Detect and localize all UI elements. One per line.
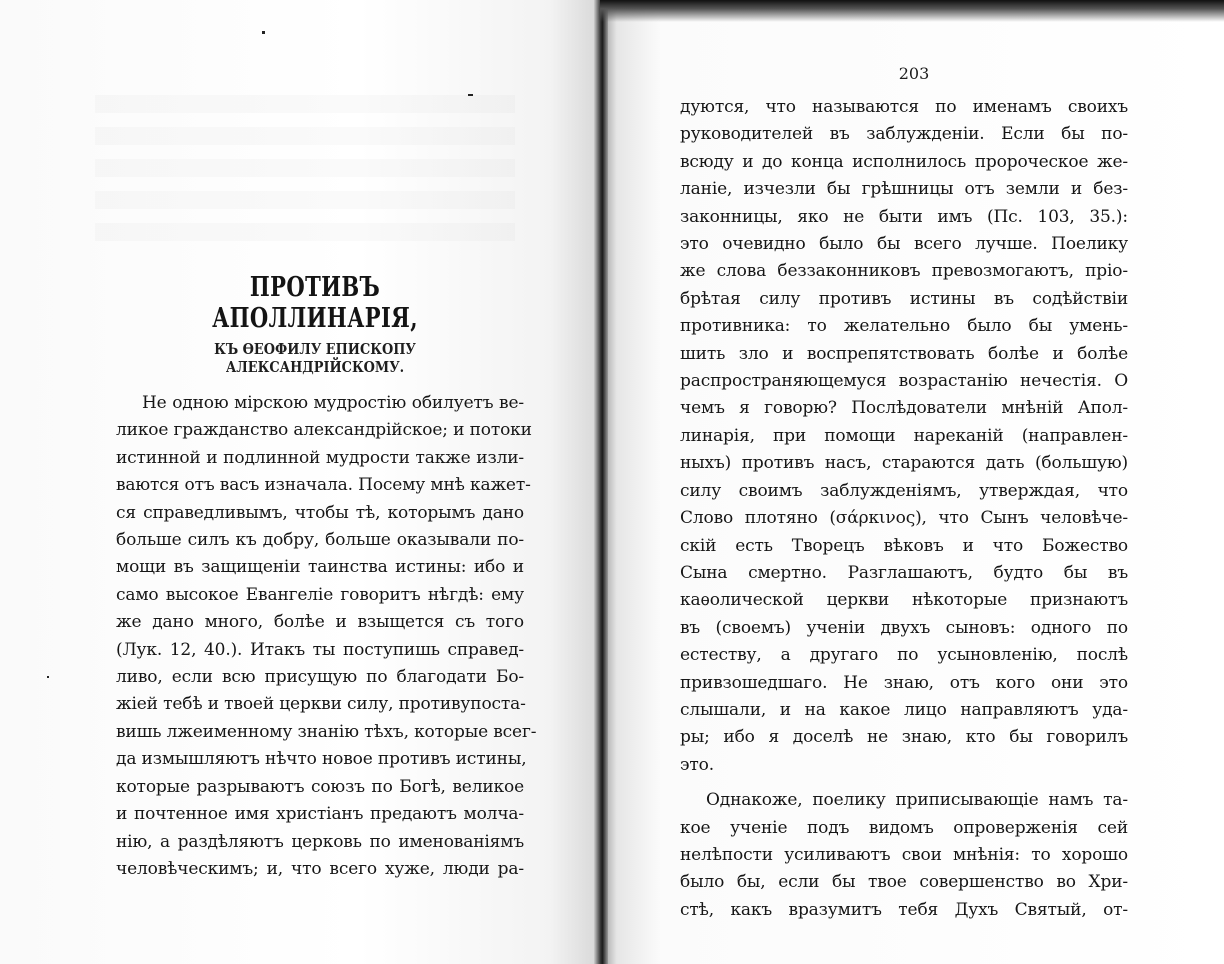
text-line: привзошедшаго. Не знаю, отъ кого они это (680, 672, 1128, 693)
text-line: Однакоже, поелику приписывающіе намъ та- (706, 790, 1128, 811)
text-line: Не одною мірскою мудростію обилуетъ ве- (142, 393, 524, 413)
text-line: распространяющемуся возрастанію нечестія. О (680, 371, 1128, 392)
chapter-subtitle: КЪ ѲЕОФИЛУ ЕПИСКОПУ АЛЕКСАНДРІЙСКОМУ. (214, 340, 416, 376)
page-number: 203 (898, 64, 930, 83)
text-line: ваются отъ васъ изначала. Посему мнѣ кажет- (116, 475, 531, 496)
scan-edge-shadow (600, 0, 1224, 22)
text-line: скій есть Творецъ вѣковъ и что Божество (680, 535, 1128, 556)
text-line: вишь лжеименному знанію тѣхъ, которые всег- (116, 721, 537, 742)
text-line: да измышляютъ нѣчто новое противъ истины, (116, 749, 527, 770)
text-line: нелѣпости усиливаютъ свои мнѣнія: то хорошо (680, 844, 1128, 865)
text-line: слышали, и на какое лицо направляютъ уда- (680, 699, 1128, 720)
text-line: каѳолической церкви нѣкоторые признаютъ (680, 590, 1128, 611)
text-line: которые разрываютъ союзъ по Богѣ, великое (116, 776, 524, 797)
text-line: было бы, если бы твое совершенство во Хри- (680, 872, 1128, 893)
text-line: жіей тебѣ и твоей церкви силу, противупоста- (116, 694, 526, 715)
ink-speck (262, 31, 265, 34)
text-line: ликое гражданство александрійское; и потоки (116, 420, 532, 441)
text-line: и почтенное имя христіанъ предаютъ молча- (116, 804, 524, 825)
text-line: нію, а раздѣляютъ церковь по именованіямъ (116, 831, 524, 852)
text-line: дуются, что называются по именамъ своихъ (680, 97, 1128, 117)
right-body-text (680, 94, 1128, 924)
book-gutter (594, 0, 608, 964)
text-line: Слово плотяно (σάρκινος), что Сынъ человѣче- (680, 508, 1128, 529)
text-line: естеству, а другаго по усыновленію, послѣ (680, 645, 1128, 666)
ink-speck (47, 676, 49, 678)
text-line: шить зло и воспрепятствовать болѣе и болѣе (680, 343, 1128, 364)
text-line: человѣческимъ; и, что всего хуже, люди ра- (116, 858, 524, 879)
left-body-text (116, 390, 537, 883)
text-line: чемъ я говорю? Послѣдователи мнѣній Апол- (680, 398, 1128, 419)
text-line: само высокое Евангеліе говоритъ нѣгдѣ: ему (116, 584, 524, 605)
text-line: линарія, при помощи нареканій (направлен- (680, 425, 1128, 446)
text-line: законницы, яко не быти имъ (Пс. 103, 35.): (680, 206, 1128, 227)
text-line: мощи въ защищеніи таинства истины: ибо и (116, 557, 524, 578)
text-line: руководителей въ заблужденіи. Если бы по- (680, 124, 1128, 145)
text-line: истинной и подлинной мудрости также изли- (116, 447, 524, 468)
text-line: всюду и до конца исполнилось пророческое же- (680, 151, 1128, 172)
text-line: ры; ибо я доселѣ не знаю, кто бы говорилъ (680, 727, 1128, 748)
text-line: стѣ, какъ вразумитъ тебя Духъ Святый, от- (680, 899, 1128, 920)
text-line: это. (680, 754, 714, 775)
chapter-title: ПРОТИВЪ АПОЛЛИНАРІЯ, (212, 272, 418, 334)
ink-speck (468, 94, 473, 96)
text-line: въ (своемъ) ученіи двухъ сыновъ: одного по (680, 617, 1128, 638)
text-line: противника: то желательно было бы умень- (680, 316, 1128, 337)
bleed-through-shadow (95, 95, 515, 245)
text-line: ливо, если всю присущую по благодати Бо- (116, 667, 524, 688)
text-line: кое ученіе подъ видомъ опроверженія сей (680, 817, 1128, 838)
text-line: силу своимъ заблужденіямъ, утверждая, что (680, 480, 1128, 501)
text-line: ся справедливымъ, чтобы тѣ, которымъ дано (116, 502, 524, 523)
text-line: ныхъ) противъ насъ, стараются дать (большую) (680, 453, 1128, 474)
text-line: Сына смертно. Разглашаютъ, будто бы въ (680, 562, 1128, 583)
text-line: (Лук. 12, 40.). Итакъ ты поступишь справед- (116, 639, 524, 660)
left-page (0, 0, 598, 964)
text-line: же слова беззаконниковъ превозмогаютъ, пріо- (680, 261, 1128, 282)
text-line: брѣтая силу противъ истины въ содѣйствіи (680, 288, 1128, 309)
paragraph-gap (680, 779, 1128, 787)
text-line: это очевидно было бы всего лучше. Поелику (680, 234, 1128, 255)
text-line: же дано много, болѣе и взыщется съ того (116, 612, 524, 633)
text-line: ланіе, изчезли бы грѣшницы отъ земли и без- (680, 179, 1128, 200)
text-line: больше силъ къ добру, больше оказывали по- (116, 530, 524, 551)
